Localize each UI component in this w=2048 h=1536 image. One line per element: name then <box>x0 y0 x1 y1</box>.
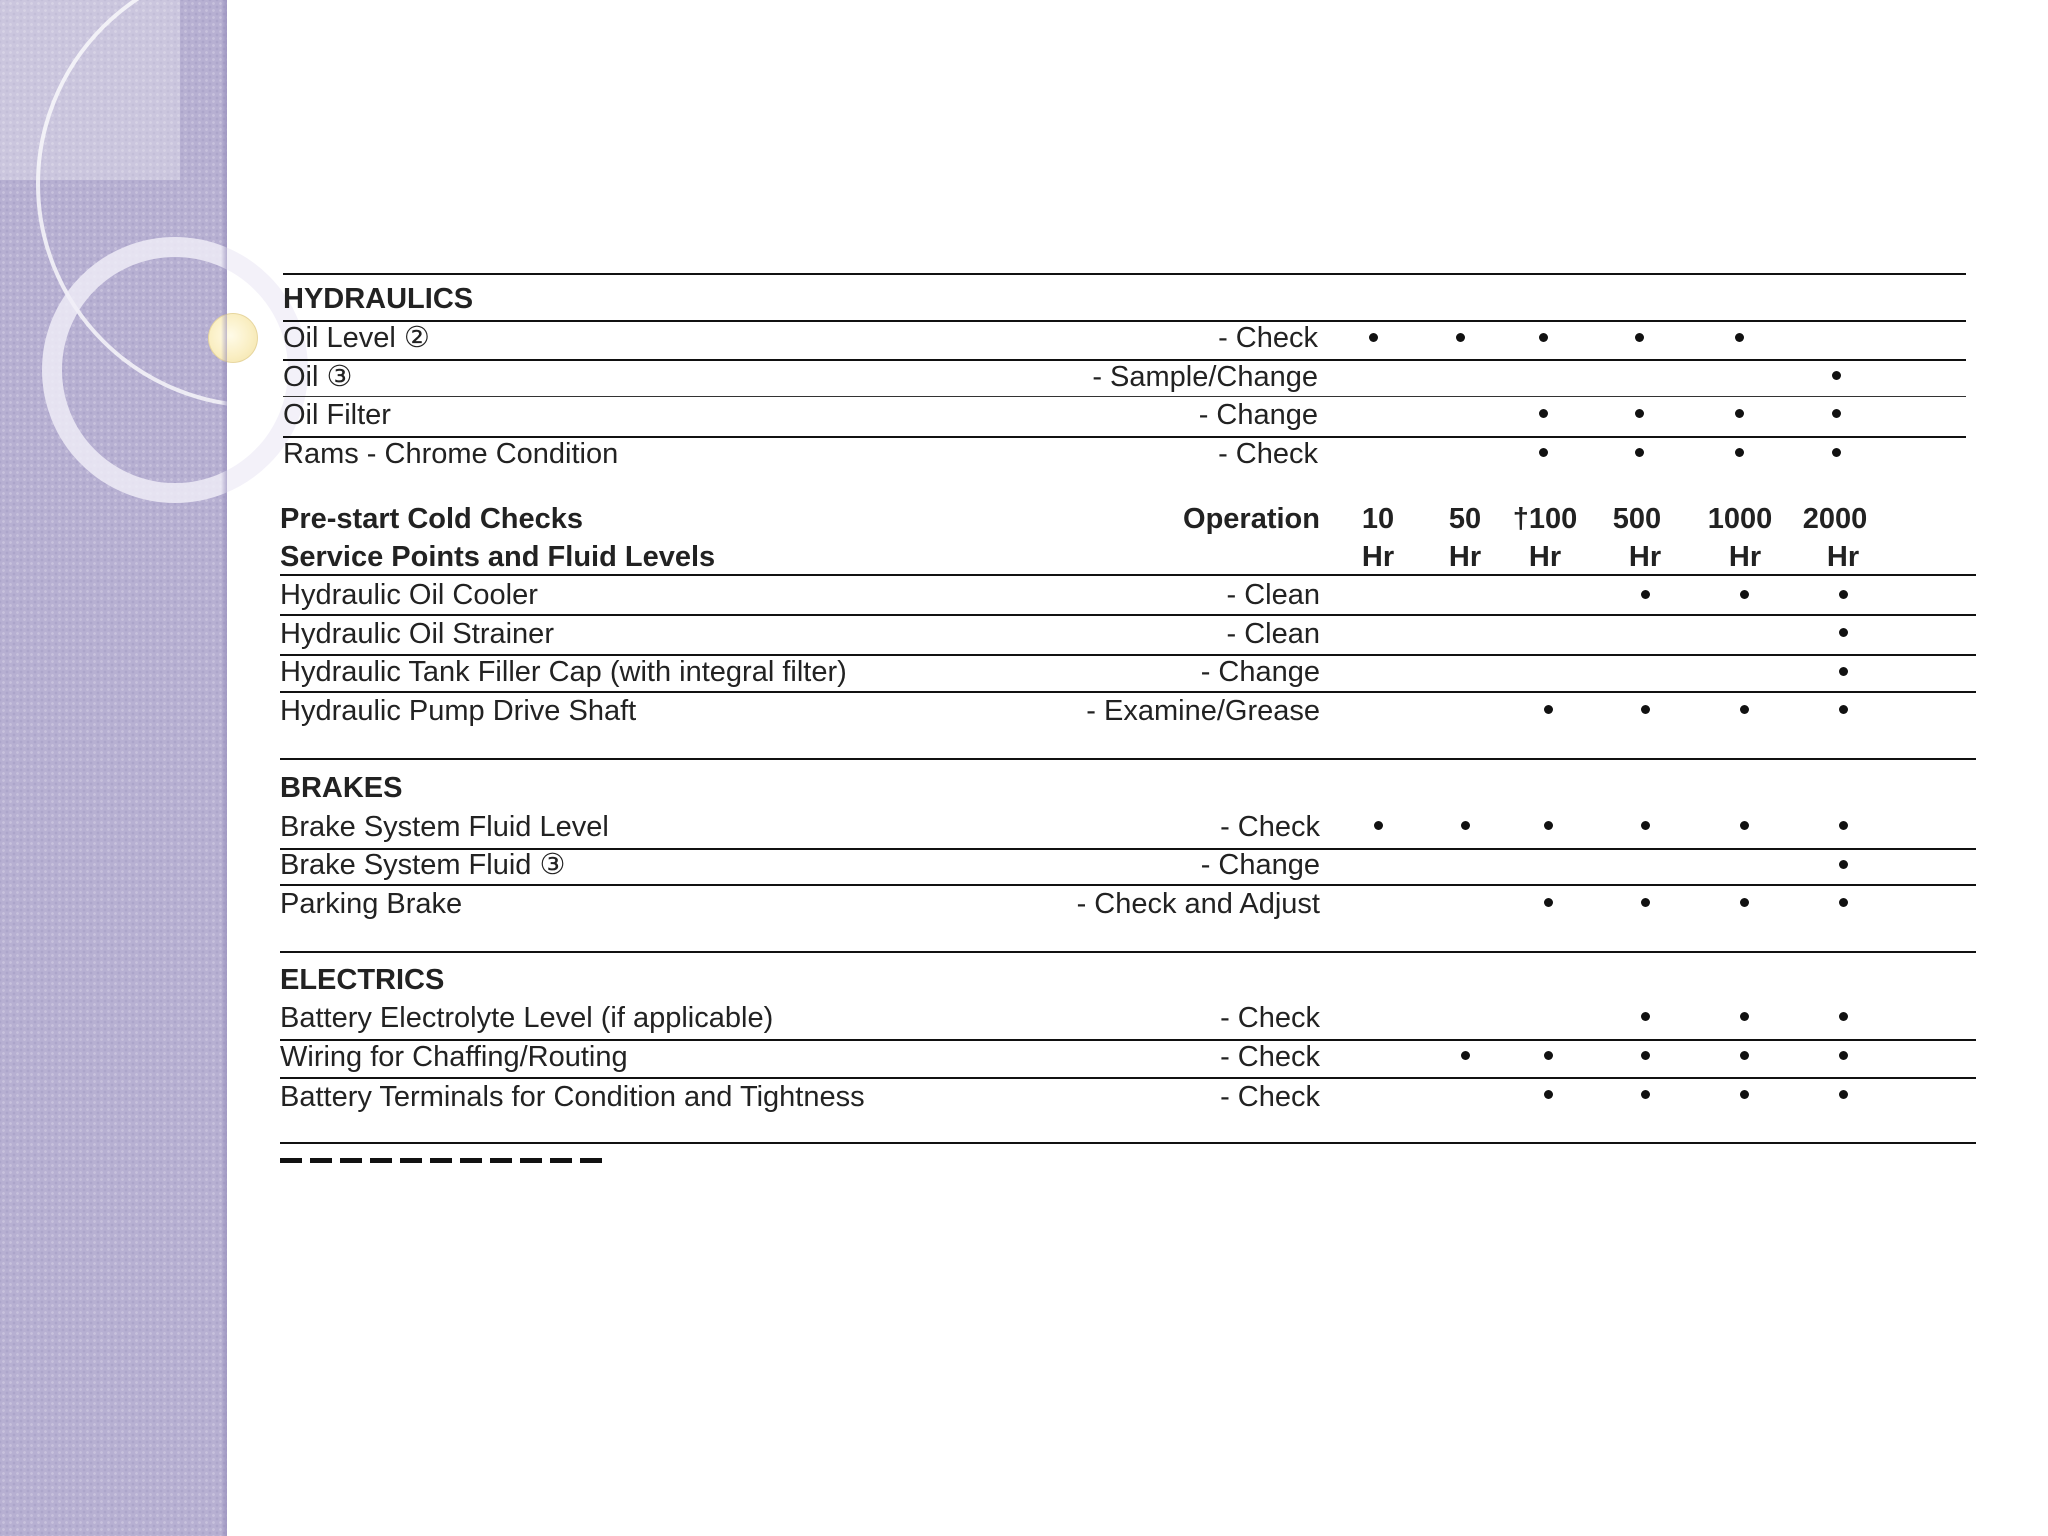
row-item: Hydraulic Tank Filler Cap (with integral filter) <box>280 656 847 688</box>
interval-mark <box>1839 1051 1848 1060</box>
table-rule <box>280 691 1976 693</box>
interval-mark <box>1839 705 1848 714</box>
row-operation: - Change <box>1200 656 1320 688</box>
interval-header-value: 500 <box>1612 503 1662 535</box>
interval-mark <box>1641 1012 1650 1021</box>
row-operation: - Clean <box>1226 579 1320 611</box>
interval-mark <box>1641 898 1650 907</box>
row-item: Wiring for Chaffing/Routing <box>280 1041 628 1073</box>
interval-mark <box>1544 1090 1553 1099</box>
table-rule <box>280 1142 1976 1144</box>
interval-mark <box>1544 705 1553 714</box>
row-operation: - Check <box>1220 1081 1320 1113</box>
interval-mark <box>1740 1051 1749 1060</box>
table-rule <box>283 396 1966 397</box>
interval-mark <box>1740 590 1749 599</box>
row-operation: - Check and Adjust <box>1076 888 1320 920</box>
interval-mark <box>1832 448 1841 457</box>
interval-mark <box>1544 821 1553 830</box>
interval-header-unit: Hr <box>1826 541 1860 573</box>
interval-header-unit: Hr <box>1448 541 1482 573</box>
row-operation: - Sample/Change <box>1092 361 1318 393</box>
interval-header-value: 2000 <box>1802 503 1868 535</box>
interval-mark <box>1740 1012 1749 1021</box>
interval-mark <box>1839 1090 1848 1099</box>
interval-mark <box>1735 409 1744 418</box>
interval-mark <box>1839 898 1848 907</box>
row-item: Oil Level ② <box>283 322 430 354</box>
interval-mark <box>1539 448 1548 457</box>
table-rule <box>280 951 1976 953</box>
interval-mark <box>1740 1090 1749 1099</box>
interval-mark <box>1832 409 1841 418</box>
row-item: Rams - Chrome Condition <box>283 438 619 470</box>
interval-mark <box>1456 333 1465 342</box>
interval-mark <box>1369 333 1378 342</box>
interval-mark <box>1539 333 1548 342</box>
row-operation: - Examine/Grease <box>1086 695 1320 727</box>
interval-header-unit: Hr <box>1728 541 1762 573</box>
interval-mark <box>1635 448 1644 457</box>
interval-mark <box>1641 1090 1650 1099</box>
interval-header-value: 50 <box>1448 503 1482 535</box>
row-item: Hydraulic Pump Drive Shaft <box>280 695 637 727</box>
row-operation: - Change <box>1200 849 1320 881</box>
interval-header-value: 10 <box>1361 503 1395 535</box>
row-item: Hydraulic Oil Cooler <box>280 579 538 611</box>
row-operation: - Change <box>1198 399 1318 431</box>
interval-mark <box>1735 333 1744 342</box>
interval-mark <box>1740 821 1749 830</box>
interval-mark <box>1641 705 1650 714</box>
table-rule <box>280 574 1976 576</box>
row-item: Hydraulic Oil Strainer <box>280 618 554 650</box>
row-operation: - Check <box>1218 322 1318 354</box>
interval-header-unit: Hr <box>1628 541 1662 573</box>
row-operation: - Check <box>1220 811 1320 843</box>
interval-mark <box>1461 1051 1470 1060</box>
row-item: Parking Brake <box>280 888 463 920</box>
table-rule <box>280 1077 1976 1079</box>
interval-header-value: †100 <box>1512 503 1578 535</box>
interval-mark <box>1735 448 1744 457</box>
row-item: Brake System Fluid Level <box>280 811 609 843</box>
section-heading-electrics: ELECTRICS <box>280 964 445 996</box>
interval-mark <box>1839 628 1848 637</box>
interval-header-unit: Hr <box>1361 541 1395 573</box>
interval-mark <box>1641 590 1650 599</box>
section-heading-brakes: BRAKES <box>280 772 403 804</box>
row-operation: - Clean <box>1226 618 1320 650</box>
cropped-next-section-heading <box>280 1158 604 1163</box>
interval-mark <box>1832 371 1841 380</box>
interval-mark <box>1461 821 1470 830</box>
table-rule <box>280 614 1976 616</box>
row-operation: - Check <box>1218 438 1318 470</box>
interval-mark <box>1544 898 1553 907</box>
interval-mark <box>1635 409 1644 418</box>
operation-column-header: Operation <box>1183 503 1320 535</box>
interval-mark <box>1641 821 1650 830</box>
interval-header-unit: Hr <box>1528 541 1562 573</box>
row-item: Battery Terminals for Condition and Tightness <box>280 1081 865 1113</box>
interval-mark <box>1641 1051 1650 1060</box>
table-title-line2: Service Points and Fluid Levels <box>280 541 716 573</box>
row-item: Brake System Fluid ③ <box>280 849 566 881</box>
interval-mark <box>1740 898 1749 907</box>
interval-mark <box>1839 860 1848 869</box>
row-item: Oil ③ <box>283 361 353 393</box>
interval-mark <box>1839 821 1848 830</box>
table-title-line1: Pre-start Cold Checks <box>280 503 583 535</box>
interval-mark <box>1374 821 1383 830</box>
row-operation: - Check <box>1220 1041 1320 1073</box>
section-heading-hydraulics: HYDRAULICS <box>283 283 474 315</box>
row-item: Battery Electrolyte Level (if applicable) <box>280 1002 774 1034</box>
interval-mark <box>1839 1012 1848 1021</box>
table-rule <box>283 273 1966 275</box>
table-rule <box>280 884 1976 886</box>
interval-mark <box>1839 590 1848 599</box>
table-rule <box>280 758 1976 760</box>
row-item: Oil Filter <box>283 399 391 431</box>
interval-mark <box>1740 705 1749 714</box>
interval-mark <box>1539 409 1548 418</box>
interval-mark <box>1839 667 1848 676</box>
row-operation: - Check <box>1220 1002 1320 1034</box>
interval-mark <box>1544 1051 1553 1060</box>
interval-header-value: 1000 <box>1707 503 1773 535</box>
interval-mark <box>1635 333 1644 342</box>
